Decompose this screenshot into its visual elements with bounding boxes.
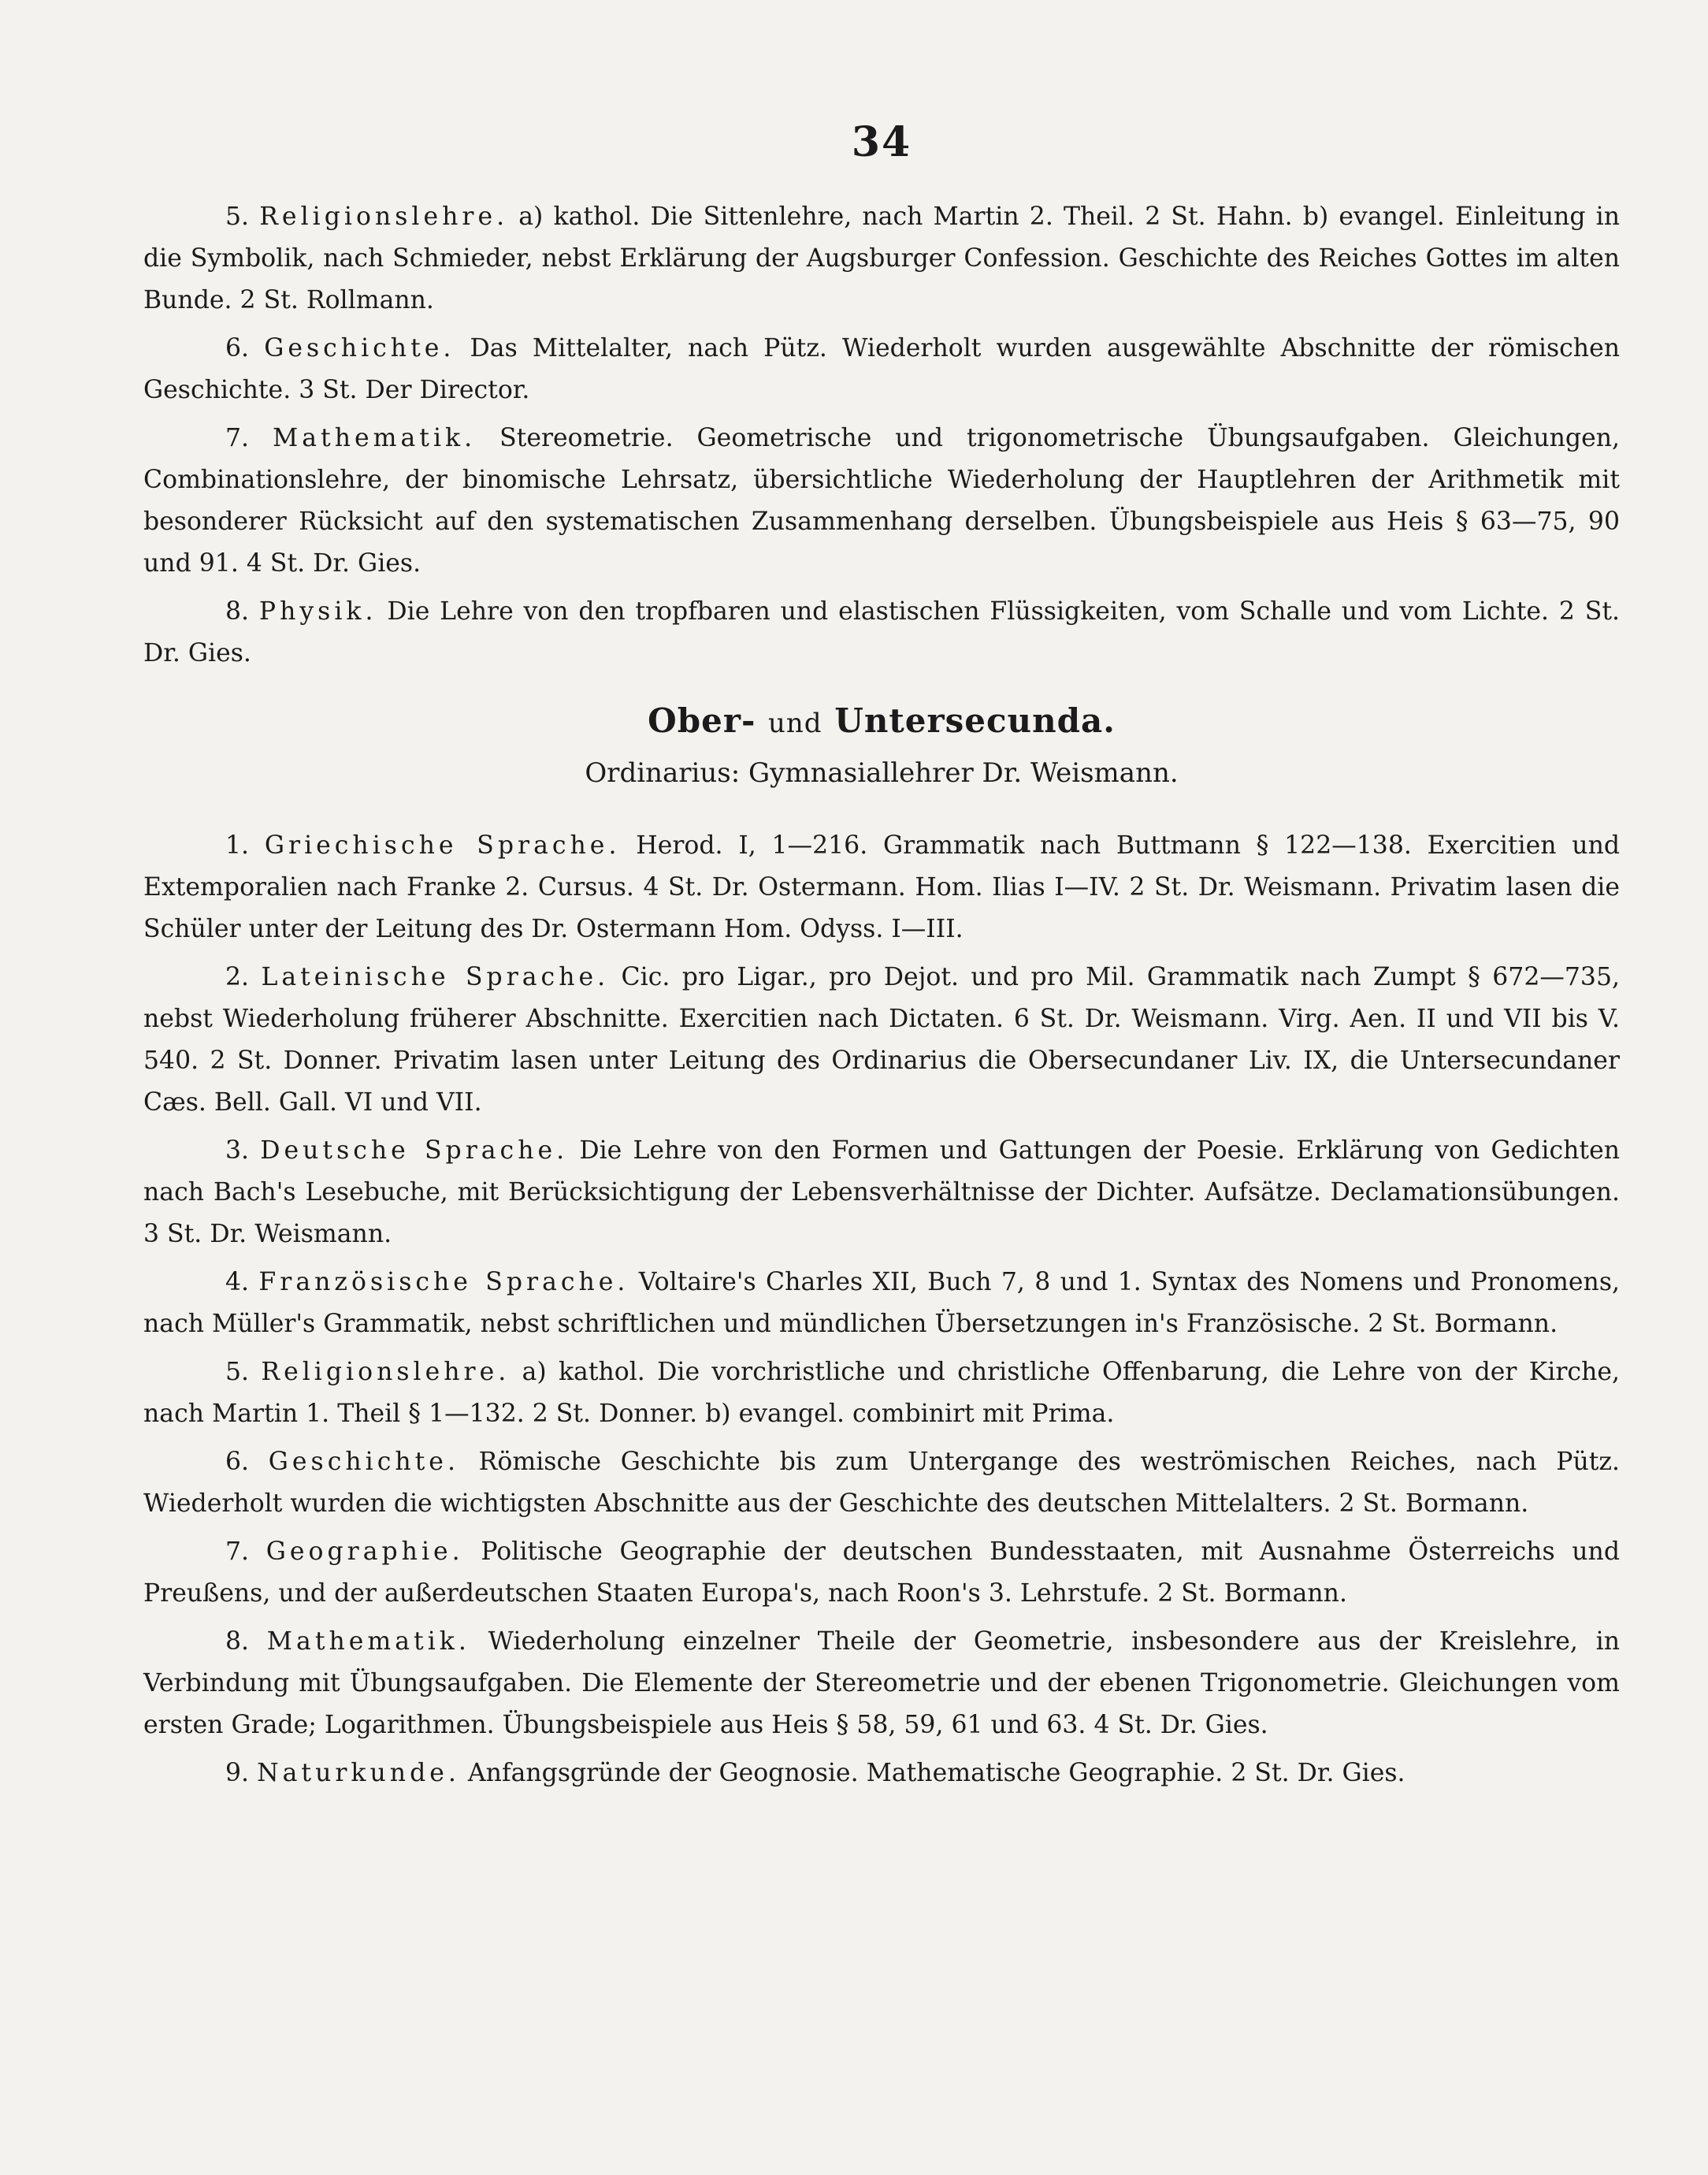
section-subheading: Ordinarius: Gymnasiallehrer Dr. Weismann. bbox=[585, 757, 1179, 789]
subject-label: Religionslehre. bbox=[259, 203, 509, 231]
subject-paragraph: 2. Lateinische Sprache. Cic. pro Ligar., pro Dejot. und pro Mil. Grammatik nach Zumpt § 672—735, nebst Wiederholung früherer Abschnitte. Exercitien nach Dictaten. 6 St. Dr. Weismann. Virg. Aen. II und VII bis V. 540. 2 St. Donner. Privatim lasen unter Leitung des Ordinarius die Obersecundaner Liv. IX, die Untersecundaner Cæs. Bell. Gall. VI und VII. bbox=[143, 963, 1621, 1117]
subject-paragraph: 5. Religionslehre. a) kathol. Die vorchristliche und christliche Offenbarung, die Lehre von der Kirche, nach Martin 1. Theil § 1—132. 2 St. Donner. b) evangel. combinirt mit Prima. bbox=[143, 1358, 1621, 1428]
subject-label: Deutsche Sprache. bbox=[260, 1136, 569, 1165]
subject-paragraph: 1. Griechische Sprache. Herod. I, 1—216. Grammatik nach Buttmann § 122—138. Exercitien und Extemporalien nach Franke 2. Cursus. 4 St. Dr. Ostermann. Hom. Ilias I—IV. 2 St. Dr. Weismann. Privatim lasen die Schüler unter der Leitung des Dr. Ostermann Hom. Odyss. I—III. bbox=[143, 831, 1621, 943]
subject-label: Naturkunde. bbox=[257, 1759, 460, 1787]
subject-paragraph: 7. Geographie. Politische Geographie der deutschen Bundesstaaten, mit Ausnahme Österreichs und Preußens, und der außerdeutschen Staaten Europa's, nach Roon's 3. Lehrstufe. 2 St. Bormann. bbox=[143, 1537, 1621, 1608]
subject-label: Lateinische Sprache. bbox=[261, 963, 610, 991]
subject-paragraph: 6. Geschichte. Das Mittelalter, nach Pütz. Wiederholt wurden ausgewählte Abschnitte der römischen Geschichte. 3 St. Der Director. bbox=[143, 334, 1621, 404]
subject-label: Geschichte. bbox=[268, 1448, 459, 1476]
subject-paragraph: 8. Physik. Die Lehre von den tropfbaren und elastischen Flüssigkeiten, vom Schalle und vom Lichte. 2 St. Dr. Gies. bbox=[143, 597, 1621, 667]
subject-paragraph: 3. Deutsche Sprache. Die Lehre von den Formen und Gattungen der Poesie. Erklärung von Gedichten nach Bach's Lesebuche, mit Berücksichtigung der Lebensverhältnisse der Dichter. Aufsätze. Declamationsübungen. 3 St. Dr. Weismann. bbox=[143, 1136, 1621, 1248]
subject-paragraph: 5. Religionslehre. a) kathol. Die Sittenlehre, nach Martin 2. Theil. 2 St. Hahn. b) evangel. Einleitung in die Symbolik, nach Schmieder, nebst Erklärung der Augsburger Confession. Geschichte des Reiches Gottes im alten Bunde. 2 St. Rollmann. bbox=[143, 203, 1621, 314]
subject-paragraph: 4. Französische Sprache. Voltaire's Charles XII, Buch 7, 8 und 1. Syntax des Nomens und Pronomens, nach Müller's Grammatik, nebst schriftlichen und mündlichen Übersetzungen in's Französische. 2 St. Bormann. bbox=[143, 1268, 1620, 1338]
section-prima-continued bbox=[143, 196, 1620, 675]
subject-paragraph: 6. Geschichte. Römische Geschichte bis zum Untergange des weströmischen Reiches, nach Pütz. Wiederholt wurden die wichtigsten Abschnitte aus der Geschichte des deutschen Mittelalters. 2 St. Bormann. bbox=[143, 1448, 1621, 1518]
subject-paragraph: 7. Mathematik. Stereometrie. Geometrische und trigonometrische Übungsaufgaben. Gleichungen, Combinationslehre, der binomische Lehrsatz, übersichtliche Wiederholung der Hauptlehren der Arithmetik mit besonderer Rücksicht auf den systematischen Zusammenhang derselben. Übungsbeispiele aus Heis § 63—75, 90 und 91. 4 St. Dr. Gies. bbox=[143, 424, 1621, 578]
subject-label: Griechische Sprache. bbox=[264, 831, 621, 860]
subject-label: Mathematik. bbox=[273, 424, 477, 452]
page-number: 34 bbox=[851, 118, 912, 166]
subject-label: Geographie. bbox=[265, 1537, 464, 1566]
subject-label: Geschichte. bbox=[264, 334, 455, 362]
subject-label: Mathematik. bbox=[266, 1627, 470, 1656]
section-secunda bbox=[143, 825, 1620, 1794]
section-heading: Ober- und Untersecunda. bbox=[648, 701, 1116, 740]
subject-label: Physik. bbox=[258, 597, 377, 626]
subject-label: Religionslehre. bbox=[261, 1358, 511, 1386]
subject-paragraph: 8. Mathematik. Wiederholung einzelner Theile der Geometrie, insbesondere aus der Kreislehre, in Verbindung mit Übungsaufgaben. Die Elemente der Stereometrie und der ebenen Trigonometrie. Gleichungen vom ersten Grade; Logarithmen. Übungsbeispiele aus Heis § 58, 59, 61 und 63. 4 St. Dr. Gies. bbox=[143, 1627, 1621, 1739]
subject-paragraph: 9. Naturkunde. Anfangsgründe der Geognosie. Mathematische Geographie. 2 St. Dr. Gies. bbox=[225, 1759, 1405, 1787]
subject-label: Französische Sprache. bbox=[258, 1268, 629, 1296]
